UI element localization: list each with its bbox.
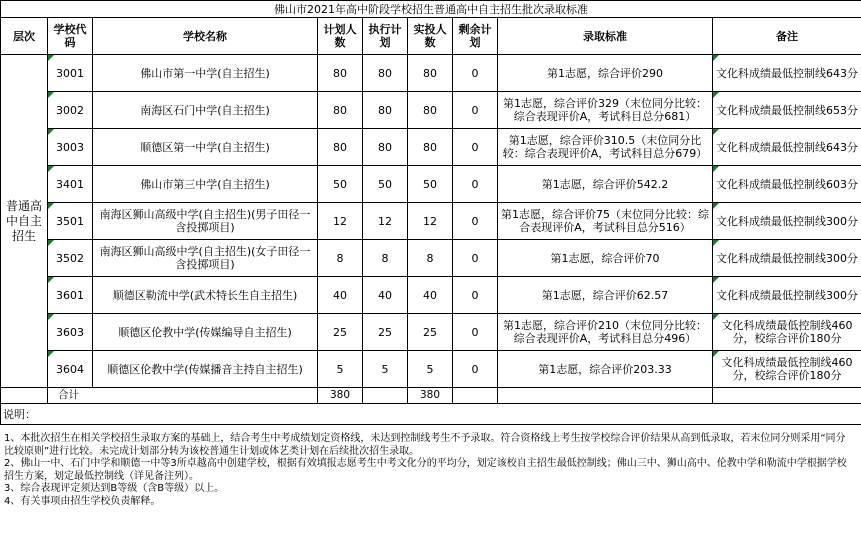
total-plan: 380 [318, 388, 363, 404]
header-row [1, 18, 861, 55]
header-level: 层次 [1, 18, 48, 55]
remark-cell: 文化科成绩最低控制线300分 [713, 277, 861, 314]
exec-cell: 80 [363, 55, 408, 92]
plan-cell: 5 [318, 351, 363, 388]
code-cell: 3604 [48, 351, 93, 388]
table-row [1, 240, 861, 277]
remark-cell: 文化科成绩最低控制线460分，校综合评价180分 [713, 314, 861, 351]
standard-cell: 第1志愿，综合评价210（末位同分比较：综合表现评价A，考试科目总分496） [498, 314, 713, 351]
plan-cell: 8 [318, 240, 363, 277]
name-cell: 佛山市第三中学(自主招生) [93, 166, 318, 203]
remark-cell: 文化科成绩最低控制线300分 [713, 240, 861, 277]
standard-cell: 第1志愿，综合评价542.2 [498, 166, 713, 203]
code-cell: 3002 [48, 92, 93, 129]
notes-block [0, 425, 861, 508]
header-remain: 剩余计划 [453, 18, 498, 55]
exec-cell: 80 [363, 129, 408, 166]
name-cell: 顺德区伦教中学(传媒编导自主招生) [93, 314, 318, 351]
remark-row [1, 404, 861, 425]
remain-cell: 0 [453, 203, 498, 240]
name-cell: 顺德区勒流中学(武术特长生自主招生) [93, 277, 318, 314]
remain-cell: 0 [453, 314, 498, 351]
standard-cell: 第1志愿，综合评价70 [498, 240, 713, 277]
standard-cell: 第1志愿，综合评价329（末位同分比较：综合表现评价A，考试科目总分681） [498, 92, 713, 129]
name-cell: 顺德区伦教中学(传媒播音主持自主招生) [93, 351, 318, 388]
actual-cell: 12 [408, 203, 453, 240]
standard-cell: 第1志愿，综合评价310.5（末位同分比较：综合表现评价A，考试科目总分679） [498, 129, 713, 166]
exec-cell: 50 [363, 166, 408, 203]
plan-cell: 12 [318, 203, 363, 240]
table-row [1, 92, 861, 129]
code-cell: 3502 [48, 240, 93, 277]
level-cell: 普通高中自主招生 [1, 55, 48, 388]
code-cell: 3401 [48, 166, 93, 203]
actual-cell: 50 [408, 166, 453, 203]
note-item: 3、综合表现评定须达到B等级（含B等级）以上。 [4, 483, 225, 494]
plan-cell: 50 [318, 166, 363, 203]
actual-cell: 25 [408, 314, 453, 351]
name-cell: 顺德区第一中学(自主招生) [93, 129, 318, 166]
exec-cell: 12 [363, 203, 408, 240]
header-remark: 备注 [713, 18, 861, 55]
remark-cell: 文化科成绩最低控制线603分 [713, 166, 861, 203]
code-cell: 3601 [48, 277, 93, 314]
remain-cell: 0 [453, 129, 498, 166]
exec-cell: 25 [363, 314, 408, 351]
name-cell: 南海区狮山高级中学(自主招生)(男子田径一含投掷项目) [93, 203, 318, 240]
remain-cell: 0 [453, 55, 498, 92]
plan-cell: 80 [318, 129, 363, 166]
actual-cell: 80 [408, 92, 453, 129]
note-item: 4、有关事项由招生学校负责解释。 [4, 495, 161, 507]
remain-cell: 0 [453, 351, 498, 388]
table-row [1, 277, 861, 314]
remain-cell: 0 [453, 166, 498, 203]
code-cell: 3501 [48, 203, 93, 240]
table-row [1, 203, 861, 240]
total-actual: 380 [408, 388, 453, 404]
exec-cell: 5 [363, 351, 408, 388]
header-code: 学校代码 [48, 18, 93, 55]
header-plan: 计划人数 [318, 18, 363, 55]
table-row [1, 314, 861, 351]
plan-cell: 80 [318, 55, 363, 92]
actual-cell: 5 [408, 351, 453, 388]
remain-cell: 0 [453, 240, 498, 277]
actual-cell: 8 [408, 240, 453, 277]
plan-cell: 40 [318, 277, 363, 314]
name-cell: 佛山市第一中学(自主招生) [93, 55, 318, 92]
code-cell: 3003 [48, 129, 93, 166]
table-row [1, 166, 861, 203]
standard-cell: 第1志愿，综合评价290 [498, 55, 713, 92]
table-row [1, 129, 861, 166]
remark-label: 说明： [1, 404, 861, 425]
standard-cell: 第1志愿，综合评价203.33 [498, 351, 713, 388]
code-cell: 3603 [48, 314, 93, 351]
actual-cell: 80 [408, 129, 453, 166]
actual-cell: 80 [408, 55, 453, 92]
total-row [1, 388, 861, 404]
exec-cell: 40 [363, 277, 408, 314]
remain-cell: 0 [453, 92, 498, 129]
header-name: 学校名称 [93, 18, 318, 55]
remark-cell: 文化科成绩最低控制线643分 [713, 129, 861, 166]
table-row [1, 55, 861, 92]
remain-cell: 0 [453, 277, 498, 314]
note-item: 1、本批次招生在相关学校招生录取方案的基础上，结合考生中考成绩划定资格线，未达到控制线考生不予录取。符合资格线上考生按学校综合评价结果从高到低录取，若末位同分则采用“同分比较原则”进行比较。未完成计划部分转为该校普通生计划或体艺类计划在后续批次招生录取。 [4, 433, 846, 457]
name-cell: 南海区狮山高级中学(自主招生)(女子田径一含投掷项目) [93, 240, 318, 277]
remark-cell: 文化科成绩最低控制线460分，校综合评价180分 [713, 351, 861, 388]
remark-cell: 文化科成绩最低控制线643分 [713, 55, 861, 92]
remark-cell: 文化科成绩最低控制线300分 [713, 203, 861, 240]
standard-cell: 第1志愿，综合评价75（末位同分比较：综合表现评价A，考试科目总分516） [498, 203, 713, 240]
table-title: 佛山市2021年高中阶段学校招生普通高中自主招生批次录取标准 [1, 1, 861, 18]
header-actual: 实投人数 [408, 18, 453, 55]
table-row [1, 351, 861, 388]
actual-cell: 40 [408, 277, 453, 314]
note-item: 2、佛山一中、石门中学和顺德一中等3所卓越高中创建学校，根据有效填报志愿考生中考文化分的平均分，划定该校自主招生最低控制线；佛山三中、狮山高中、伦教中学和勒流中学根据学校招生方案，划定最低控制线（详见备注列）。 [4, 458, 847, 482]
name-cell: 南海区石门中学(自主招生) [93, 92, 318, 129]
plan-cell: 80 [318, 92, 363, 129]
header-exec: 执行计划 [363, 18, 408, 55]
code-cell: 3001 [48, 55, 93, 92]
standard-cell: 第1志愿，综合评价62.57 [498, 277, 713, 314]
exec-cell: 80 [363, 92, 408, 129]
total-label: 合计 [48, 388, 318, 404]
plan-cell: 25 [318, 314, 363, 351]
remark-cell: 文化科成绩最低控制线653分 [713, 92, 861, 129]
exec-cell: 8 [363, 240, 408, 277]
header-standard: 录取标准 [498, 18, 713, 55]
